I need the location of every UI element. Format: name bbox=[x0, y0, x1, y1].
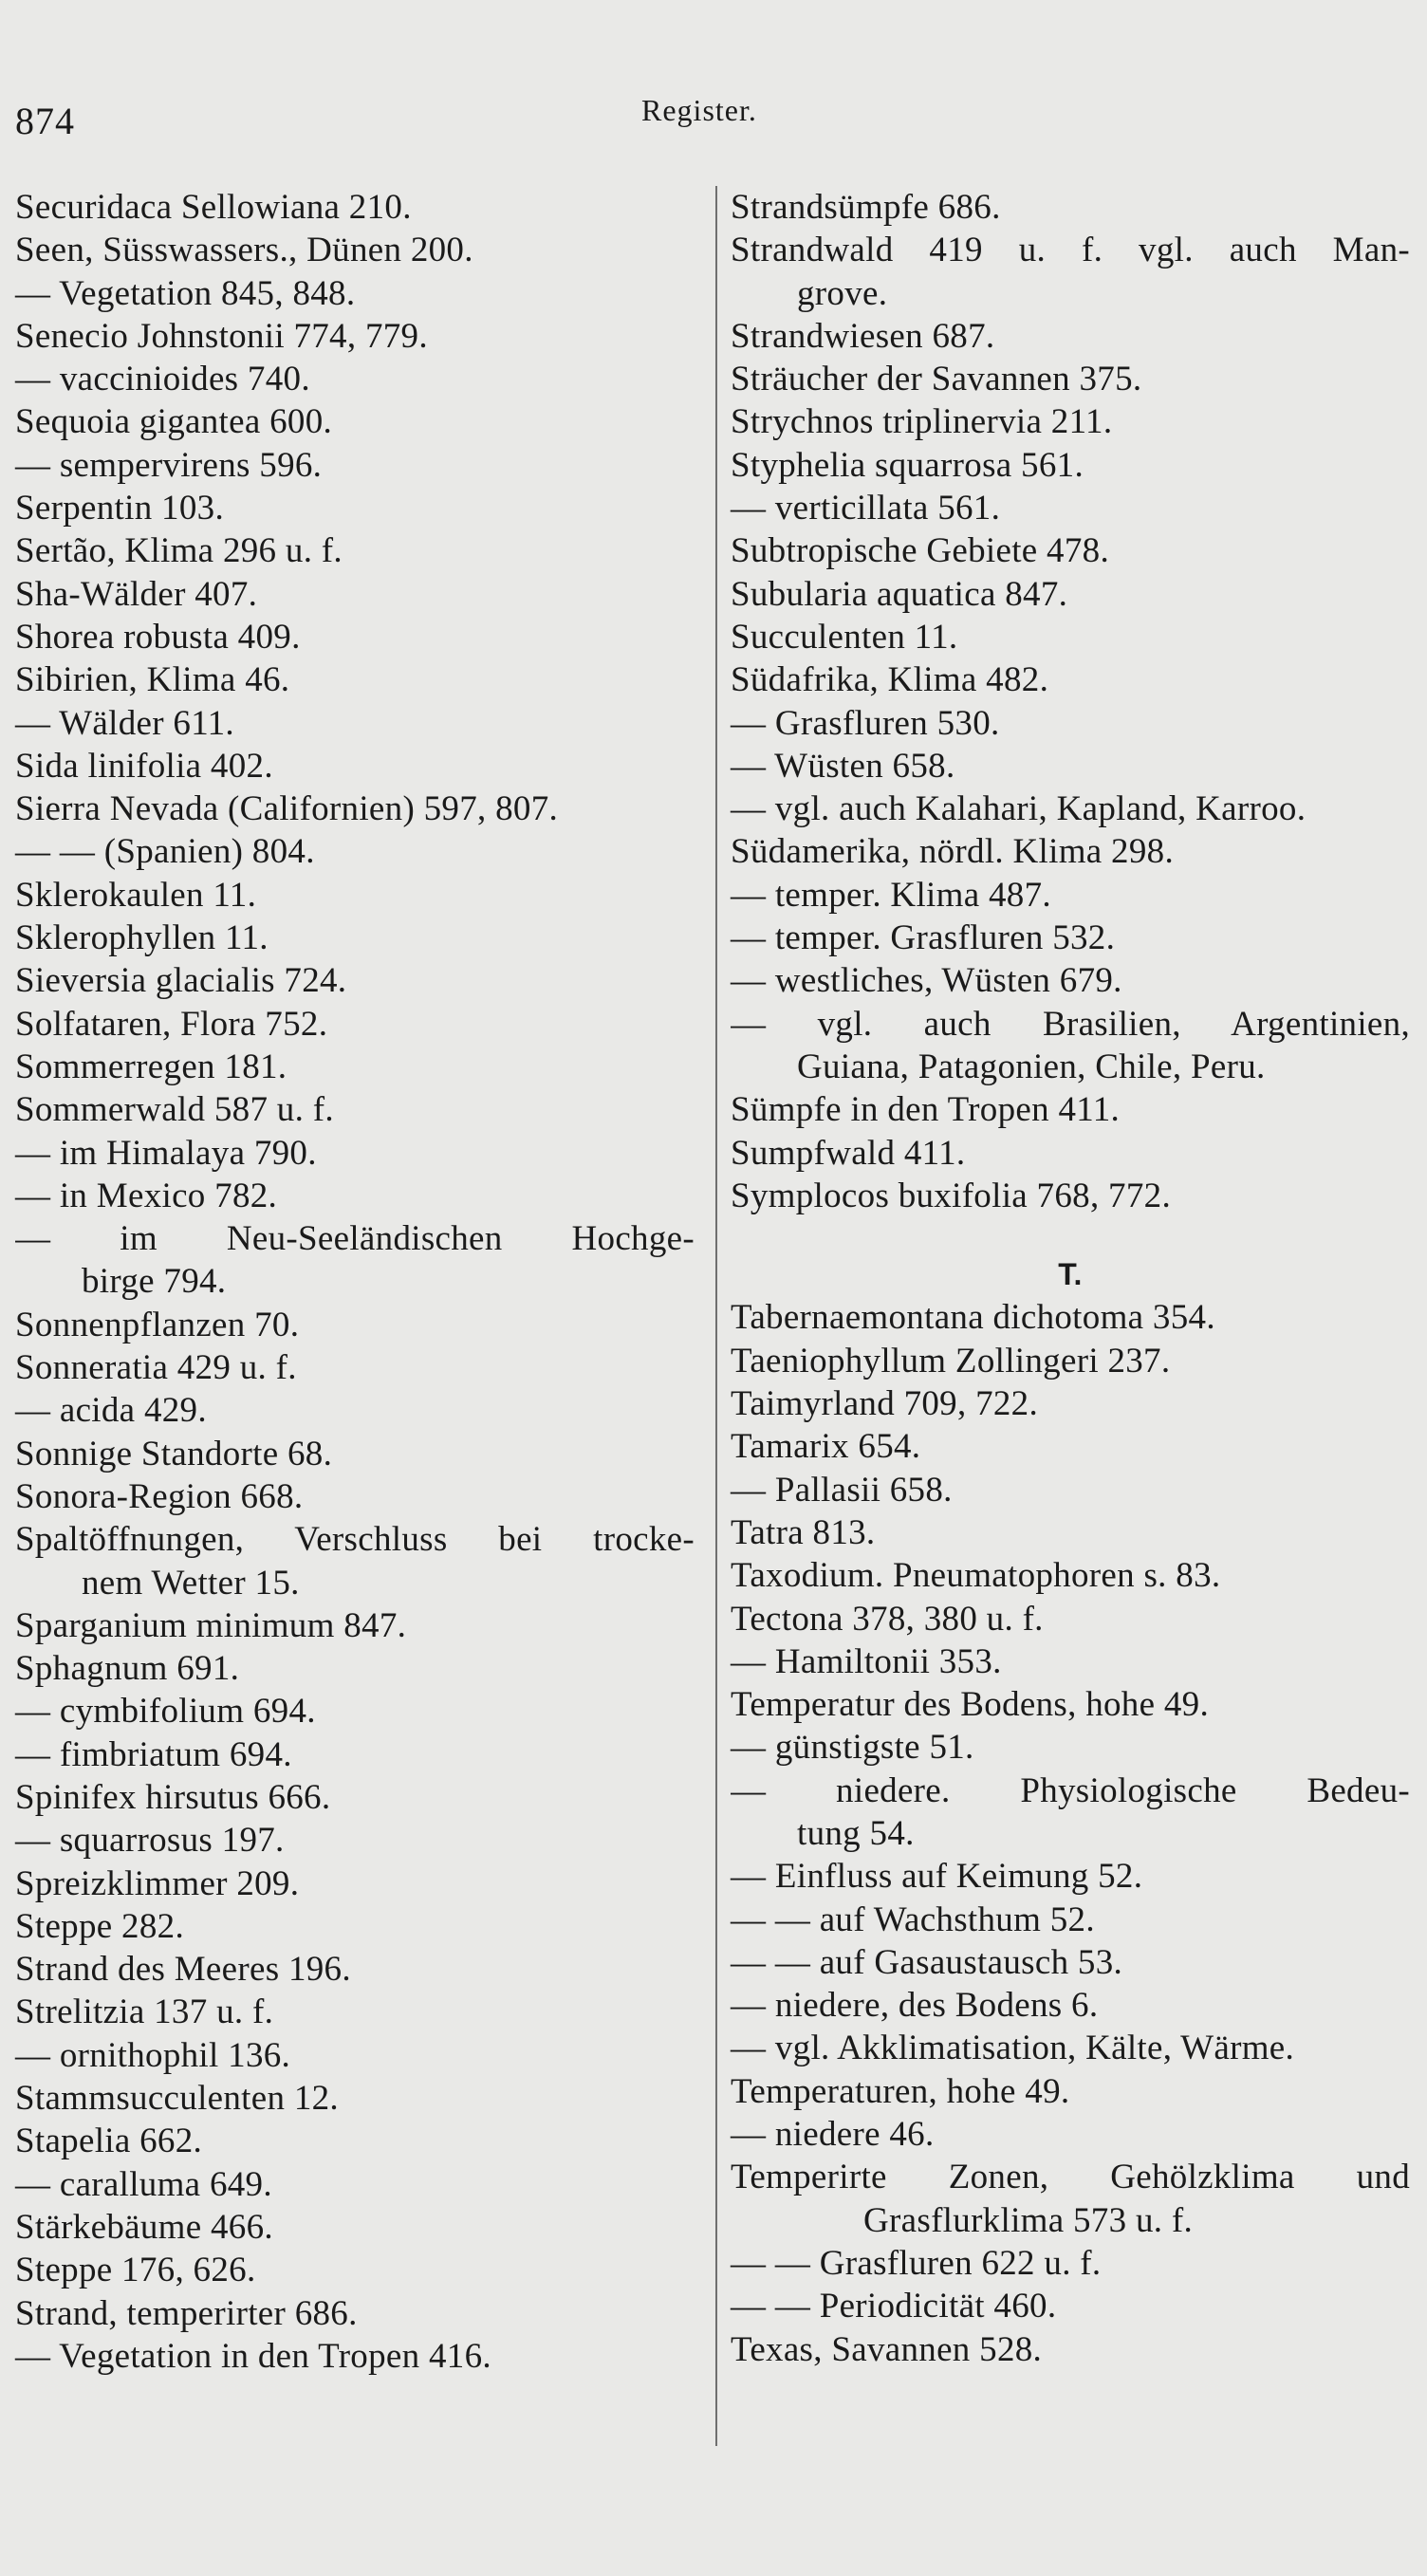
index-entry: Stammsucculenten 12. bbox=[15, 2079, 339, 2119]
index-entry: — in Mexico 782. bbox=[15, 1176, 278, 1215]
index-entry: Strandwald 419 u. f. vgl. auch Man- bbox=[731, 231, 1410, 270]
index-entry: — Wälder 611. bbox=[15, 703, 234, 743]
index-entry: Temperaturen, hohe 49. bbox=[731, 2071, 1070, 2111]
index-entry: — Pallasii 658. bbox=[731, 1470, 953, 1510]
index-entry: — westliches, Wüsten 679. bbox=[731, 961, 1122, 1001]
index-entry: Tamarix 654. bbox=[731, 1427, 921, 1467]
index-entry: Sonnenpflanzen 70. bbox=[15, 1305, 300, 1344]
index-entry: Sibirien, Klima 46. bbox=[15, 660, 290, 700]
index-entry: Seen, Süsswassers., Dünen 200. bbox=[15, 231, 473, 270]
index-entry: Sparganium minimum 847. bbox=[15, 1605, 407, 1645]
index-entry: — caralluma 649. bbox=[15, 2164, 272, 2204]
index-entry: Sommerwald 587 u. f. bbox=[15, 1090, 334, 1130]
index-entry: birge 794. bbox=[82, 1262, 227, 1302]
index-entry: Succulenten 11. bbox=[731, 617, 958, 657]
index-entry: — — auf Wachsthum 52. bbox=[731, 1900, 1095, 1939]
index-entry: — Wüsten 658. bbox=[731, 746, 955, 786]
index-entry: Sümpfe in den Tropen 411. bbox=[731, 1090, 1121, 1130]
left-index-column bbox=[15, 186, 695, 2378]
index-entry: Strandwiesen 687. bbox=[731, 316, 995, 356]
index-entry: Strelitzia 137 u. f. bbox=[15, 1992, 274, 2032]
index-entry: Temperatur des Bodens, hohe 49. bbox=[731, 1685, 1210, 1725]
index-entry: Guiana, Patagonien, Chile, Peru. bbox=[797, 1047, 1266, 1086]
index-entry: Styphelia squarrosa 561. bbox=[731, 445, 1084, 485]
index-entry: Sphagnum 691. bbox=[15, 1649, 240, 1689]
page-number: 874 bbox=[15, 100, 75, 142]
index-entry: Subtropische Gebiete 478. bbox=[731, 531, 1109, 571]
right-index-column bbox=[731, 186, 1410, 2371]
index-entry: Tatra 813. bbox=[731, 1512, 876, 1552]
column-divider bbox=[715, 186, 717, 2446]
index-entry: — — Periodicität 460. bbox=[731, 2287, 1057, 2326]
index-entry: Steppe 282. bbox=[15, 1906, 185, 1946]
index-entry: — niedere 46. bbox=[731, 2115, 935, 2155]
index-entry: — niedere. Physiologische Bedeu- bbox=[731, 1770, 1410, 1810]
index-entry: Subularia aquatica 847. bbox=[731, 574, 1068, 614]
index-entry: Grasflurklima 573 u. f. bbox=[863, 2200, 1194, 2240]
index-entry: Solfataren, Flora 752. bbox=[15, 1004, 328, 1044]
index-entry: Sklerokaulen 11. bbox=[15, 875, 257, 915]
index-entry: — vgl. Akklimatisation, Kälte, Wärme. bbox=[731, 2029, 1295, 2068]
index-entry: — vgl. auch Kalahari, Kapland, Karroo. bbox=[731, 789, 1307, 829]
index-entry: Shorea robusta 409. bbox=[15, 617, 301, 657]
index-entry: — vgl. auch Brasilien, Argentinien, bbox=[731, 1004, 1410, 1044]
index-entry: — fimbriatum 694. bbox=[15, 1734, 292, 1774]
index-entry: Stapelia 662. bbox=[15, 2122, 203, 2161]
index-entry: — cymbifolium 694. bbox=[15, 1692, 316, 1732]
index-entry: Taimyrland 709, 722. bbox=[731, 1384, 1039, 1424]
index-entry: Texas, Savannen 528. bbox=[731, 2329, 1043, 2369]
index-entry: Sumpfwald 411. bbox=[731, 1133, 966, 1173]
index-entry: — — Grasfluren 622 u. f. bbox=[731, 2243, 1102, 2283]
index-entry: Tabernaemontana dichotoma 354. bbox=[731, 1298, 1215, 1338]
index-entry: — — (Spanien) 804. bbox=[15, 832, 315, 872]
index-entry: Temperirte Zonen, Gehölzklima und bbox=[731, 2158, 1410, 2197]
index-entry: — ornithophil 136. bbox=[15, 2035, 291, 2075]
index-entry: — Vegetation in den Tropen 416. bbox=[15, 2336, 491, 2376]
index-entry: Sieversia glacialis 724. bbox=[15, 961, 347, 1001]
index-entry: Tectona 378, 380 u. f. bbox=[731, 1599, 1044, 1639]
index-entry: Sha-Wälder 407. bbox=[15, 574, 258, 614]
index-entry: — Vegetation 845, 848. bbox=[15, 273, 356, 313]
index-entry: Sonnige Standorte 68. bbox=[15, 1434, 333, 1473]
index-entry: Securidaca Sellowiana 210. bbox=[15, 188, 412, 227]
index-entry: Strand des Meeres 196. bbox=[15, 1950, 351, 1990]
index-entry: Sträucher der Savannen 375. bbox=[731, 360, 1142, 399]
index-entry: Serpentin 103. bbox=[15, 489, 225, 528]
index-entry: — Einfluss auf Keimung 52. bbox=[731, 1857, 1143, 1897]
index-entry: — Hamiltonii 353. bbox=[731, 1641, 1002, 1681]
spacer bbox=[731, 1217, 1410, 1246]
index-entry: Spaltöffnungen, Verschluss bei trocke- bbox=[15, 1520, 695, 1560]
index-entry: — temper. Klima 487. bbox=[731, 875, 1051, 915]
index-entry: — im Neu-Seeländischen Hochge- bbox=[15, 1219, 695, 1259]
index-entry: Strychnos triplinervia 211. bbox=[731, 402, 1113, 442]
index-entry: — — auf Gasaustausch 53. bbox=[731, 1942, 1123, 1982]
index-entry: Südafrika, Klima 482. bbox=[731, 660, 1049, 700]
index-entry: Strandsümpfe 686. bbox=[731, 188, 1001, 227]
index-entry: — niedere, des Bodens 6. bbox=[731, 1986, 1099, 2026]
index-entry: Spreizklimmer 209. bbox=[15, 1863, 300, 1903]
index-entry: — sempervirens 596. bbox=[15, 445, 323, 485]
index-entry: Sonora-Region 668. bbox=[15, 1476, 304, 1516]
index-entry: Sklerophyllen 11. bbox=[15, 918, 269, 958]
index-entry: Stärkebäume 466. bbox=[15, 2207, 273, 2247]
index-entry: — acida 429. bbox=[15, 1391, 207, 1431]
index-entry: — vaccinioides 740. bbox=[15, 360, 310, 399]
index-entry: — im Himalaya 790. bbox=[15, 1133, 317, 1173]
index-entry: grove. bbox=[797, 273, 888, 313]
index-entry: Sertão, Klima 296 u. f. bbox=[15, 531, 343, 571]
index-entry: Strand, temperirter 686. bbox=[15, 2293, 358, 2333]
section-heading: T. bbox=[1058, 1257, 1083, 1292]
index-entry: Spinifex hirsutus 666. bbox=[15, 1777, 331, 1817]
index-entry: — günstigste 51. bbox=[731, 1728, 974, 1768]
index-entry: Senecio Johnstonii 774, 779. bbox=[15, 316, 428, 356]
index-entry: tung 54. bbox=[797, 1813, 915, 1853]
index-entry: Sommerregen 181. bbox=[15, 1047, 287, 1086]
index-entry: — verticillata 561. bbox=[731, 489, 1001, 528]
index-entry: Taxodium. Pneumatophoren s. 83. bbox=[731, 1556, 1221, 1596]
index-entry: Sequoia gigantea 600. bbox=[15, 402, 333, 442]
index-entry: — Grasfluren 530. bbox=[731, 703, 1000, 743]
index-entry: Sonneratia 429 u. f. bbox=[15, 1348, 297, 1388]
index-entry: Taeniophyllum Zollingeri 237. bbox=[731, 1341, 1171, 1381]
index-entry: — squarrosus 197. bbox=[15, 1821, 285, 1861]
running-head: Register. bbox=[641, 93, 757, 127]
index-entry: nem Wetter 15. bbox=[82, 1563, 300, 1603]
index-entry: Symplocos buxifolia 768, 772. bbox=[731, 1176, 1171, 1215]
index-entry: Steppe 176, 626. bbox=[15, 2251, 256, 2290]
index-entry: Sida linifolia 402. bbox=[15, 746, 273, 786]
index-entry: Südamerika, nördl. Klima 298. bbox=[731, 832, 1175, 872]
index-entry: — temper. Grasfluren 532. bbox=[731, 918, 1116, 958]
index-entry: Sierra Nevada (Californien) 597, 807. bbox=[15, 789, 559, 829]
